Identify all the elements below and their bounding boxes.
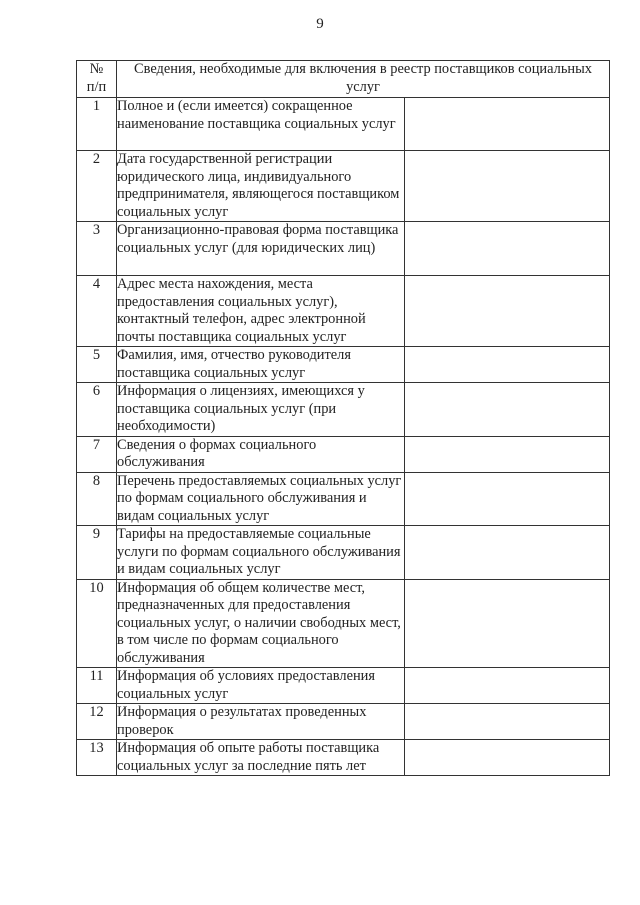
table-row (77, 526, 610, 580)
row-number: 3 (77, 222, 117, 276)
row-number: 7 (77, 436, 117, 472)
row-value-cell (405, 740, 610, 776)
table-row (77, 704, 610, 740)
row-description: Адрес места нахождения, места предоставления социальных услуг), контактный телефон, адрес электронной почты поставщика социальных услуг (117, 276, 405, 347)
row-value-cell (405, 704, 610, 740)
row-number: 10 (77, 579, 117, 668)
row-value-cell (405, 98, 610, 151)
row-description: Фамилия, имя, отчество руководителя поставщика социальных услуг (117, 347, 405, 383)
table-row (77, 579, 610, 668)
row-number: 9 (77, 526, 117, 580)
row-value-cell (405, 436, 610, 472)
row-value-cell (405, 151, 610, 222)
row-number: 5 (77, 347, 117, 383)
row-value-cell (405, 383, 610, 437)
row-number: 6 (77, 383, 117, 437)
row-description: Информация об условиях предоставления социальных услуг (117, 668, 405, 704)
table-row (77, 98, 610, 151)
row-value-cell (405, 579, 610, 668)
header-title: Сведения, необходимые для включения в реестр поставщиков социальных услуг (117, 61, 610, 98)
table-header-row (77, 61, 610, 98)
table-row (77, 276, 610, 347)
row-description: Полное и (если имеется) сокращенное наименование поставщика социальных услуг (117, 98, 405, 151)
row-description: Информация об общем количестве мест, предназначенных для предоставления социальных услуг, о наличии свободных мест, в том числе по формам социального обслуживания (117, 579, 405, 668)
row-value-cell (405, 668, 610, 704)
table-row (77, 740, 610, 776)
table-row (77, 347, 610, 383)
row-description: Дата государственной регистрации юридического лица, индивидуального предпринимателя, являющегося поставщиком социальных услуг (117, 151, 405, 222)
table-row (77, 472, 610, 526)
table-row (77, 436, 610, 472)
row-description: Сведения о формах социального обслуживания (117, 436, 405, 472)
row-number: 11 (77, 668, 117, 704)
row-value-cell (405, 526, 610, 580)
row-description: Информация о лицензиях, имеющихся у поставщика социальных услуг (при необходимости) (117, 383, 405, 437)
row-description: Информация об опыте работы поставщика социальных услуг за последние пять лет (117, 740, 405, 776)
row-value-cell (405, 347, 610, 383)
row-number: 2 (77, 151, 117, 222)
row-number: 1 (77, 98, 117, 151)
page-number: 9 (316, 16, 324, 32)
row-number: 8 (77, 472, 117, 526)
row-number: 4 (77, 276, 117, 347)
row-value-cell (405, 276, 610, 347)
table-row (77, 668, 610, 704)
row-number: 13 (77, 740, 117, 776)
table-row (77, 151, 610, 222)
row-value-cell (405, 472, 610, 526)
row-number: 12 (77, 704, 117, 740)
table-row (77, 383, 610, 437)
row-description: Перечень предоставляемых социальных услуг по формам социального обслуживания и видам социальных услуг (117, 472, 405, 526)
row-description: Тарифы на предоставляемые социальные услуги по формам социального обслуживания и видам социальных услуг (117, 526, 405, 580)
row-description: Информация о результатах проведенных проверок (117, 704, 405, 740)
provider-registry-table (76, 60, 610, 776)
header-number: № п/п (77, 61, 117, 98)
row-value-cell (405, 222, 610, 276)
row-description: Организационно-правовая форма поставщика социальных услуг (для юридических лиц) (117, 222, 405, 276)
table-row (77, 222, 610, 276)
